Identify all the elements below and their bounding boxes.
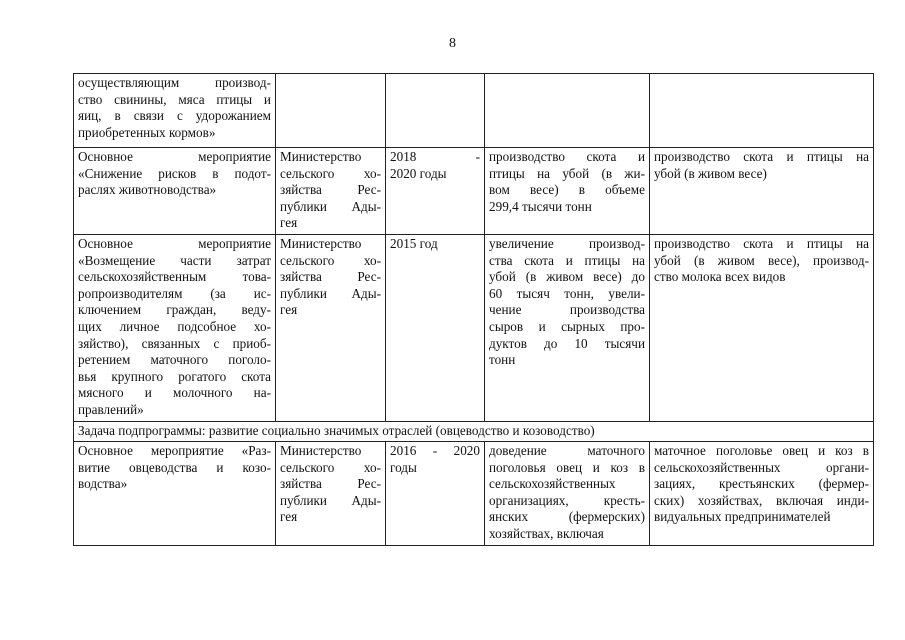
cell-text-line: яиц, в связи с удорожанием [78, 108, 271, 124]
cell-text-line: «Возмещение части затрат [78, 252, 271, 268]
cell-result [485, 442, 650, 546]
cell-text-line: 2020 годы [390, 165, 447, 181]
cell-text-line: сельскохозяйственных [489, 476, 616, 492]
cell-text-line: увеличение производ- [489, 235, 645, 251]
cell-text-line: янских (фермерских) [489, 509, 645, 525]
cell-text-line: зяйства Рес- [280, 476, 381, 492]
cell-text-line: щих личное подсобное хо- [78, 318, 271, 334]
cell-text-line: ропроизводителям (за ис- [78, 285, 271, 301]
cell-text-line: убой (в живом весе) до [489, 269, 645, 285]
cell-measure [74, 74, 276, 148]
cell-executor [276, 148, 386, 235]
cell-result [485, 74, 650, 148]
cell-text-line: зяйства Рес- [280, 182, 381, 198]
cell-text-line: 299,4 тысячи тонн [489, 198, 592, 214]
cell-text-line: публики Ады- [280, 285, 381, 301]
cell-text-line: вом весе) в объеме [489, 182, 645, 198]
cell-result [485, 148, 650, 235]
cell-period [386, 442, 485, 546]
cell-text-line: «Снижение рисков в подот- [78, 165, 271, 181]
cell-period [386, 148, 485, 235]
cell-text-line: водства» [78, 476, 128, 492]
cell-text-line: тонн [489, 352, 516, 368]
cell-text-line: зациях, крестьянских (фермер- [654, 476, 869, 492]
cell-text-line: видуальных предпринимателей [654, 509, 831, 525]
cell-text-line: организациях, кресть- [489, 492, 645, 508]
cell-text-line: Министерство [280, 235, 362, 251]
cell-indicator [650, 234, 874, 421]
cell-executor [276, 74, 386, 148]
cell-text-line: маточное поголовье овец и коз в [654, 443, 869, 459]
cell-text-line: Основное мероприятие [78, 149, 271, 164]
cell-text-line: производство скота и птицы на [654, 149, 869, 164]
cell-measure [74, 234, 276, 421]
cell-period [386, 74, 485, 148]
cell-text-line: ретением маточного поголо- [78, 352, 271, 368]
cell-text-line: гея [280, 302, 298, 318]
cell-text-line: ство молока всех видов [654, 269, 786, 285]
cell-text-line: сельского хо- [280, 252, 381, 268]
cell-text-line: доведение маточного [489, 443, 645, 459]
cell-measure [74, 442, 276, 546]
cell-text-line: ключением граждан, веду- [78, 302, 271, 318]
cell-text-line: зяйства Рес- [280, 269, 381, 285]
cell-text-line: мясного и молочного на- [78, 385, 271, 401]
cell-text-line: вья крупного рогатого скота [78, 368, 271, 384]
cell-text-line: сельскохозяйственным това- [78, 269, 271, 285]
table-row [74, 234, 874, 421]
cell-text-line: Основное мероприятие «Раз- [78, 443, 271, 459]
cell-text-line: публики Ады- [280, 492, 381, 508]
table-row [74, 74, 874, 148]
task-title: Задача подпрограммы: развитие социально значимых отраслей (овцеводство и козоводство) [74, 421, 874, 442]
cell-text-line: ских) хозяйствах, включая инди- [654, 492, 869, 508]
cell-text-line: сельского хо- [280, 165, 381, 181]
cell-text-line: Министерство [280, 443, 362, 459]
cell-text-line: сельскохозяйственных органи- [654, 459, 869, 475]
cell-indicator [650, 74, 874, 148]
cell-text-line: чение производства [489, 302, 645, 318]
task-row [74, 421, 874, 442]
cell-text-line: витие овцеводства и козо- [78, 459, 271, 475]
cell-text-line: сыров и сырных про- [489, 318, 645, 334]
cell-text-line: ства скота и птицы на [489, 252, 645, 268]
cell-text-line: производство скота и птицы на [654, 235, 869, 251]
cell-text-line: гея [280, 509, 298, 525]
cell-text-line: сельского хо- [280, 459, 381, 475]
cell-indicator [650, 442, 874, 546]
cell-text-line: гея [280, 215, 298, 231]
cell-text-line: поголовья овец и коз в [489, 459, 645, 475]
table-row [74, 442, 874, 546]
cell-indicator [650, 148, 874, 235]
cell-text-line: 2015 год [390, 235, 438, 251]
cell-text-line: осуществляющим производ- [78, 75, 271, 90]
cell-text-line: птицы на убой (в жи- [489, 165, 645, 181]
table-row [74, 148, 874, 235]
page-number: 8 [449, 36, 456, 51]
cell-executor [276, 234, 386, 421]
cell-text-line: приобретенных кормов» [78, 124, 216, 140]
cell-text-line: 2018 - [390, 149, 480, 164]
cell-text-line: производство скота и [489, 149, 645, 164]
cell-text-line: ство свинины, мяса птицы и [78, 91, 271, 107]
cell-text-line: Основное мероприятие [78, 235, 271, 251]
cell-result [485, 234, 650, 421]
cell-text-line: 2016 - 2020 [390, 443, 480, 459]
cell-text-line: хозяйствах, включая [489, 526, 604, 542]
cell-text-line: 60 тысяч тонн, увели- [489, 285, 645, 301]
cell-text-line: раслях животноводства» [78, 182, 217, 198]
measures-table [73, 73, 874, 546]
cell-text-line: годы [390, 459, 417, 475]
cell-text-line: правлений» [78, 401, 144, 417]
cell-text-line: зяйство), связанных с приоб- [78, 335, 271, 351]
cell-executor [276, 442, 386, 546]
cell-text-line: убой (в живом весе) [654, 165, 767, 181]
cell-text-line: дуктов до 10 тысячи [489, 335, 645, 351]
cell-text-line: Министерство [280, 149, 362, 164]
cell-text-line: публики Ады- [280, 198, 381, 214]
cell-measure [74, 148, 276, 235]
cell-period [386, 234, 485, 421]
cell-text-line: убой (в живом весе), производ- [654, 252, 869, 268]
